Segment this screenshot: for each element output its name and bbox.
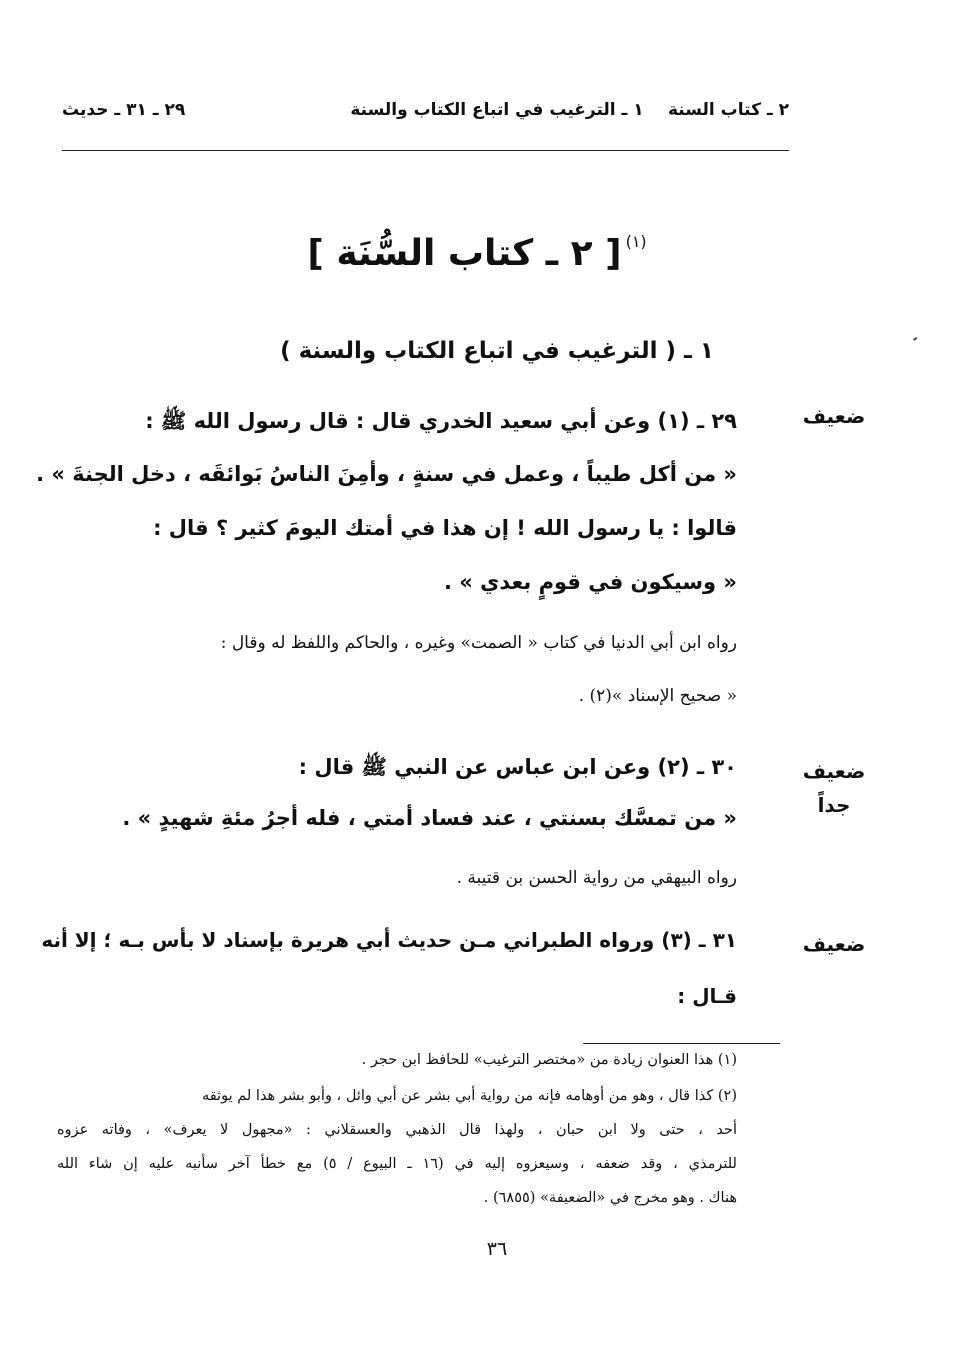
hadith-30-text: « من تمسَّك بسنتي ، عند فساد أمتي ، فله أجرُ مئةِ شهيدٍ » . [122,806,737,830]
running-header-book: ٢ ـ كتاب السنة [667,100,789,120]
hadith-31-intro: ٣١ ـ (٣) ورواه الطبراني مـن حديث أبي هريرة بإسناد لا بأس بـه ؛ إلا أنه [41,928,737,952]
chapter-footnote-ref: (١) [625,232,647,251]
grade-label-30-line2: جداً [817,793,851,817]
running-header-chapter: ١ ـ الترغيب في اتباع الكتاب والسنة [350,100,644,120]
hadith-29-text-3: « وسيكون في قومٍ بعدي » . [444,570,737,594]
footnote-2-line-2: أحد ، حتى ولا ابن حبان ، ولهذا قال الذهبي والعسقلاني : «مجهول لا يعرف» ، وفاته عزوه [57,1122,737,1138]
grade-label-31: ضعيف [802,932,866,956]
footnote-2-line-1: (٢) كذا قال ، وهو من أوهامه فإنه من رواية أبي بشر عن أبي وائل ، وأبو بشر هذا لم يوثقه [201,1088,737,1104]
section-title: ١ ـ ( الترغيب في اتباع الكتاب والسنة ) [280,338,714,364]
footnote-1: (١) هذا العنوان زيادة من «مختصر الترغيب» للحافظ ابن حجر . [361,1052,737,1068]
footnote-2-line-3: للترمذي ، وقد ضعفه ، وسيعزوه إليه في (١٦ ـ البيوع / ٥) مع خطأ آخر سأنبه عليه إن شاء الله [57,1156,737,1172]
grade-label-29: ضعيف [802,404,866,428]
grade-label-30-line1: ضعيف [802,759,866,783]
footnote-divider [583,1043,780,1044]
grade-label-30 [794,754,874,822]
page-number: ٣٦ [486,1238,508,1260]
hadith-31-said: قـال : [677,984,737,1008]
hadith-29-text-1: « من أكل طيباً ، وعمل في سنةٍ ، وأمِنَ الناسُ بَوائقَه ، دخل الجنةَ » . [36,462,737,486]
header-divider [62,150,789,151]
running-header-hadith-range: ٢٩ ـ ٣١ ـ حديث [62,100,186,120]
hadith-29-text-2: قالوا : يا رسول الله ! إن هذا في أمتك اليومَ كثير ؟ قال : [153,516,737,540]
hadith-29-source: رواه ابن أبي الدنيا في كتاب « الصمت» وغيره ، والحاكم واللفظ له وقال : [220,633,737,653]
hadith-29-intro: ٢٩ ـ (١) وعن أبي سعيد الخدري قال : قال رسول الله ﷺ : [145,409,737,433]
hadith-30-source: رواه البيهقي من رواية الحسن بن قتيبة . [456,868,737,888]
chapter-title [0,232,954,274]
footnote-2-line-4: هناك . وهو مخرج في «الضعيفة» (٦٨٥٥) . [483,1190,737,1206]
hadith-29-grading-quote: « صحيح الإسناد »(٢) . [578,686,737,706]
chapter-title-text: [ ٢ ـ كتاب السُّنَة ] [307,233,622,274]
hadith-30-intro: ٣٠ ـ (٢) وعن ابن عباس عن النبي ﷺ قال : [298,755,737,779]
